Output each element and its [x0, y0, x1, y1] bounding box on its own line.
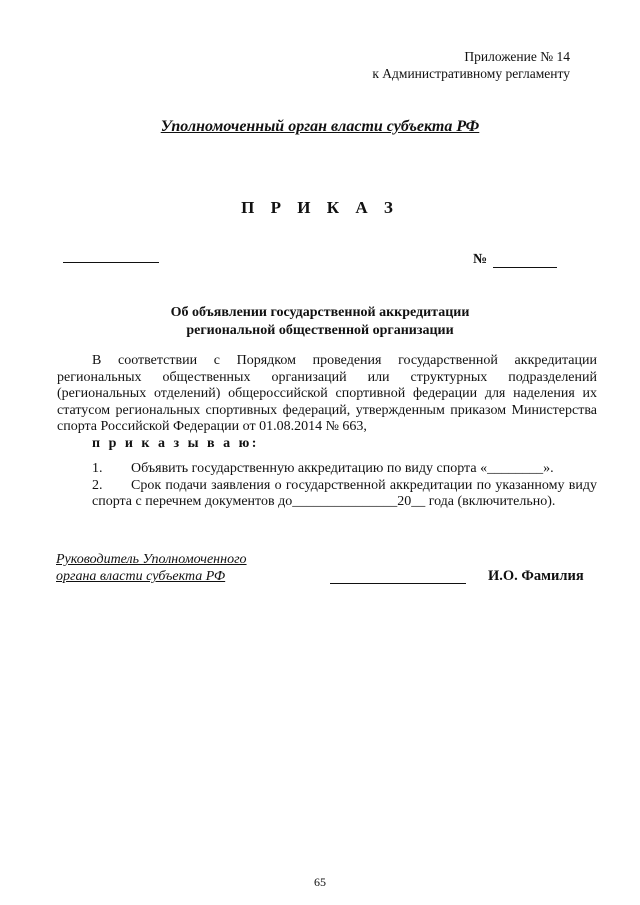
- appendix-note: [372, 48, 570, 82]
- page-number: 65: [314, 875, 326, 889]
- order-word: п р и к а з ы в а ю:: [92, 435, 259, 451]
- signatory-name: И.О. Фамилия: [488, 568, 584, 584]
- position-line-1: Руководитель Уполномоченного: [56, 552, 247, 567]
- order-subject: [0, 304, 640, 340]
- item-text: Объявить государственную аккредитацию по виду спорта «________».: [131, 461, 554, 476]
- order-number: [473, 252, 557, 268]
- appendix-line-2: к Административному регламенту: [372, 66, 570, 81]
- subject-line-2: региональной общественной организации: [186, 323, 454, 338]
- order-body: [57, 353, 597, 511]
- preamble-paragraph: В соответствии с Порядком проведения государственной аккредитации региональных общественных организаций или структурных подразделений (региональных отделений) общероссийской спортивной федерации для наделения их статусом региональных спортивных федераций, утвержденным приказом Министерства спорта Российской Федерации от 01.08.2014 № 663,: [57, 353, 597, 434]
- number-label: №: [473, 252, 488, 267]
- item-number: 2.: [92, 477, 103, 493]
- date-blank-line: [63, 262, 159, 263]
- order-item: [57, 478, 597, 511]
- item-number: 1.: [92, 461, 103, 476]
- document-type-title: П Р И К А З: [241, 198, 399, 217]
- position-line-2: органа власти субъекта РФ: [56, 569, 226, 584]
- appendix-line-1: Приложение № 14: [464, 49, 570, 64]
- signatory-position: [56, 551, 247, 585]
- order-items: [57, 461, 597, 511]
- organization-title: Уполномоченный орган власти субъекта РФ: [160, 118, 480, 135]
- number-blank-line: [493, 253, 557, 268]
- item-text: Срок подачи заявления о государственной аккредитации по указанному виду спорта с перечнем документов до_______________20__ года (включительно).: [92, 477, 597, 509]
- signature-blank-line: [330, 583, 466, 584]
- subject-line-1: Об объявлении государственной аккредитации: [170, 305, 470, 320]
- order-item: [57, 461, 597, 478]
